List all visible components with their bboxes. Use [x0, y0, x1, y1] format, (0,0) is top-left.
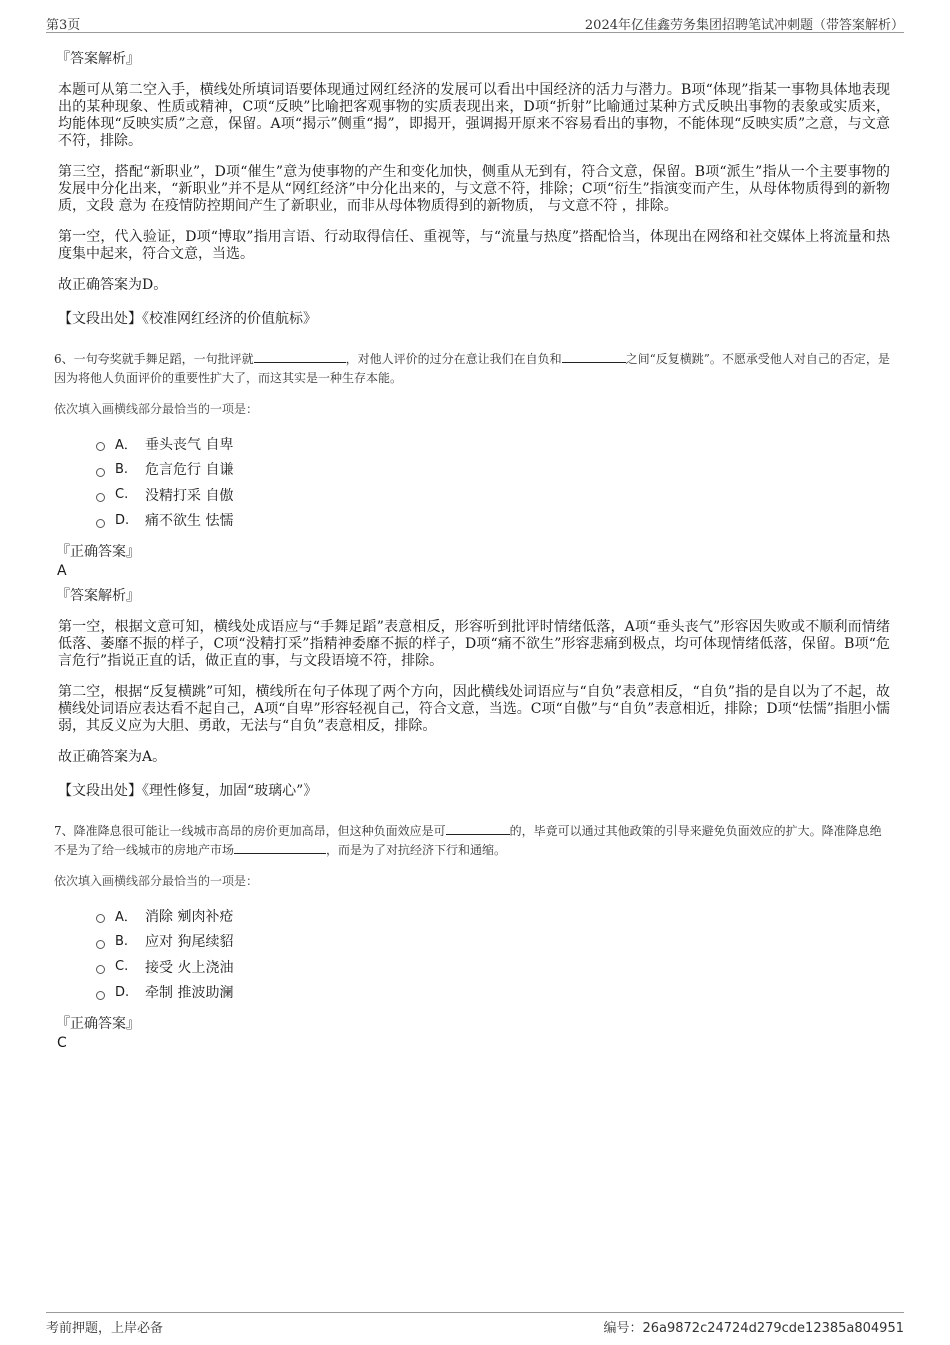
option-a[interactable]: A． 垂头丧气 自卑 — [96, 431, 890, 457]
analysis-paragraph: 第三空，搭配“新职业”，D项“催生”意为使事物的产生和变化加快，侧重从无到有，符合文意，保留。B项“派生”指从一个主要事物的发展中分化出来，“新职业”并不是从“网红经济”中分化出来的，与文意不符，排除；C项“衍生”指演变而产生，从母体物质得到的新物质，文段 意为 在疫情防控期间产生了新职业，而非从母体物质得到的新物质， 与文意不符 ，排除。 — [58, 164, 890, 214]
option-b[interactable]: B. 危言危行 自谦 — [96, 457, 890, 483]
fill-blank — [234, 841, 326, 854]
document-code — [603, 1317, 904, 1336]
option-list — [96, 431, 890, 533]
question-instruction: 依次填入画横线部分最恰当的一项是： — [54, 402, 259, 416]
fill-blank — [254, 350, 346, 363]
question-text: ，而是为了对抗经济下行和通缩。 — [326, 843, 507, 857]
analysis-paragraph: 第二空，根据“反复横跳”可知，横线所在句子体现了两个方向，因此横线处词语应与“自负”表意相反，“自负”指的是自以为了不起，故横线处词语应表达看不起自己，A项“自卑”形容轻视自己，符合文意，当选。C项“自傲”与“自负”表意相近，排除；D项“怯懦”指胆小懦弱，其反义应为大胆、勇敢，无法与“自负”表意相反，排除。 — [58, 684, 890, 734]
analysis-paragraph: 本题可从第二空入手，横线处所填词语要体现通过网红经济的发展可以看出中国经济的活力与潜力。B项“体现”指某一事物具体地表现出的某种现象、性质或精神，C项“反映”比喻把客观事物的实质表现出来，D项“折射”比喻通过某种方式反映出事物的表象或实质来，均能体现“反映实质”之意，保留。A项“揭示”侧重“揭”，即揭开，强调揭开原来不容易看出的事物，不能体现“反映实质”之意，与文意不符，排除。 — [58, 82, 890, 149]
radio-icon[interactable] — [96, 468, 105, 477]
option-c[interactable]: C. 没精打采 自傲 — [96, 482, 890, 508]
code-label: 编号： — [603, 1321, 643, 1336]
radio-icon[interactable] — [96, 940, 105, 949]
page-footer — [46, 1312, 904, 1337]
analysis-label: 『答案解析』 — [56, 588, 140, 604]
correct-answer: A — [57, 563, 67, 579]
radio-icon[interactable] — [96, 493, 105, 502]
option-c[interactable]: C. 接受 火上浇油 — [96, 954, 890, 980]
question-text: 的，毕竟可以通过其他政策的引导来避免负面效应的扩大。降准降息绝不是为了给一线城市的房地产市场 — [54, 824, 882, 857]
analysis-label: 『答案解析』 — [56, 51, 140, 67]
code-value: 26a9872c24724d279cde12385a804951 — [642, 1321, 904, 1336]
fill-blank — [446, 822, 510, 835]
page-number: 第3页 — [46, 18, 81, 33]
correct-answer-line: 故正确答案为A。 — [58, 749, 167, 765]
question-text: 之间“反复横跳”。不愿承受他人对自己的否定，是因为将他人负面评价的重要性扩大了，而这其实是一种生存本能。 — [54, 352, 890, 385]
question-7 — [54, 822, 890, 860]
page-content — [54, 42, 890, 1057]
question-instruction: 依次填入画横线部分最恰当的一项是： — [54, 874, 259, 888]
footer-slogan: 考前押题，上岸必备 — [46, 1321, 164, 1336]
correct-answer-line: 故正确答案为D。 — [58, 277, 168, 293]
document-title: 2024年亿佳鑫劳务集团招聘笔试冲刺题（带答案解析） — [584, 18, 904, 33]
passage-source: 【文段出处】《理性修复，加固“玻璃心”》 — [58, 783, 318, 799]
page-header — [46, 10, 904, 33]
passage-source: 【文段出处】《校准网红经济的价值航标》 — [58, 311, 317, 327]
option-d[interactable]: D. 牵制 推波助澜 — [96, 980, 890, 1006]
question-6 — [54, 350, 890, 388]
correct-answer-label: 『正确答案』 — [56, 1016, 140, 1032]
radio-icon[interactable] — [96, 991, 105, 1000]
option-a[interactable]: A． 消除 剜肉补疮 — [96, 903, 890, 929]
correct-answer-label: 『正确答案』 — [56, 544, 140, 560]
question-text: ，对他人评价的过分在意让我们在自负和 — [345, 352, 562, 366]
radio-icon[interactable] — [96, 914, 105, 923]
radio-icon[interactable] — [96, 442, 105, 451]
option-b[interactable]: B. 应对 狗尾续貂 — [96, 929, 890, 955]
option-d[interactable]: D. 痛不欲生 怯懦 — [96, 508, 890, 534]
analysis-paragraph: 第一空，代入验证，D项“博取”指用言语、行动取得信任、重视等，与“流量与热度”搭配恰当，体现出在网络和社交媒体上将流量和热度集中起来，符合文意，当选。 — [58, 229, 890, 262]
radio-icon[interactable] — [96, 965, 105, 974]
radio-icon[interactable] — [96, 519, 105, 528]
question-text: 7、降准降息很可能让一线城市高昂的房价更加高昂，但这种负面效应是可 — [54, 824, 446, 838]
option-list — [96, 903, 890, 1005]
analysis-paragraph: 第一空，根据文意可知，横线处成语应与“手舞足蹈”表意相反，形容听到批评时情绪低落，A项“垂头丧气”形容因失败或不顺利而情绪低落、萎靡不振的样子，C项“没精打采”指精神委靡不振的样子，D项“痛不欲生”形容悲痛到极点，均可体现情绪低落，保留。B项“危言危行”指说正直的话，做正直的事，与文段语境不符，排除。 — [58, 619, 890, 669]
fill-blank — [562, 350, 626, 363]
question-text: 6、一句夸奖就手舞足蹈，一句批评就 — [54, 352, 254, 366]
correct-answer: C — [57, 1035, 67, 1051]
